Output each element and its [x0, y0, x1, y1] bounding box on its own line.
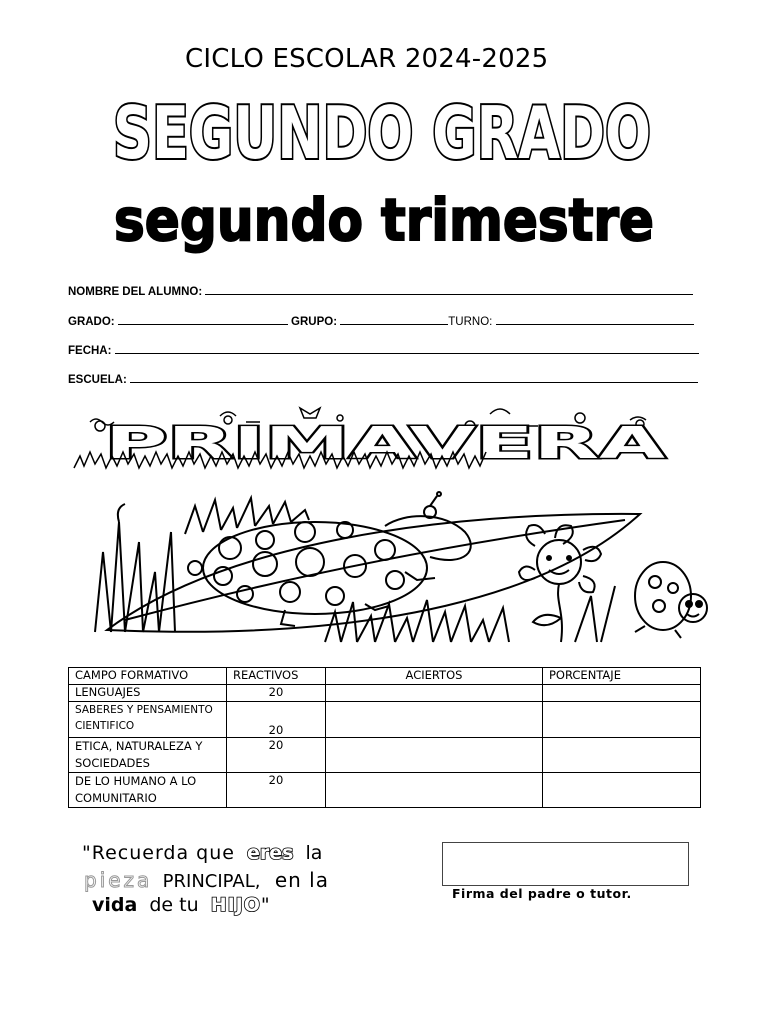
- campo-cell: [69, 738, 227, 773]
- svg-text:SEGUNDO GRADO: SEGUNDO GRADO: [113, 91, 651, 175]
- date-label: FECHA:: [68, 345, 112, 357]
- svg-text:PRIMAVERA: PRIMAVERA: [105, 418, 665, 469]
- campo-line: DE LO HUMANO A LO: [75, 774, 197, 788]
- quote-line-1: "Recuerda que eres la: [82, 842, 323, 864]
- campo-line: CIENTIFICO: [75, 720, 135, 732]
- aciertos-cell[interactable]: [326, 738, 543, 773]
- school-label: ESCUELA:: [68, 374, 127, 386]
- grass-left: [95, 504, 175, 632]
- porcentaje-cell[interactable]: [543, 685, 701, 702]
- shift-line[interactable]: [496, 314, 694, 325]
- ladybug-legs: [281, 572, 435, 626]
- parent-quote: [70, 835, 440, 920]
- spring-banner: [70, 400, 700, 474]
- student-name-field: [68, 284, 693, 298]
- trimester-title: [112, 188, 672, 260]
- signature-label: Firma del padre o tutor.: [452, 886, 632, 901]
- grade-group-shift-field: [68, 314, 694, 328]
- student-name-label: NOMBRE DEL ALUMNO:: [68, 286, 203, 298]
- date-field: [68, 343, 699, 357]
- header-reactivos: REACTIVOS: [227, 668, 326, 685]
- campo-cell: [69, 773, 227, 808]
- group-label: GRUPO:: [291, 316, 338, 328]
- grade-title: [110, 92, 670, 174]
- table-row: [69, 702, 701, 738]
- campo-line: SOCIEDADES: [75, 756, 150, 770]
- header-aciertos: ACIERTOS: [326, 668, 543, 685]
- aciertos-cell[interactable]: [326, 685, 543, 702]
- header-campo-formativo: CAMPO FORMATIVO: [69, 668, 227, 685]
- school-line[interactable]: [130, 372, 698, 383]
- campo-cell: [69, 702, 227, 738]
- reactivos-cell: 20: [227, 702, 326, 738]
- scores-table: [68, 667, 701, 808]
- campo-cell: LENGUAJES: [69, 685, 227, 702]
- table-row: [69, 738, 701, 773]
- aciertos-cell[interactable]: [326, 702, 543, 738]
- reactivos-cell: 20: [227, 773, 326, 808]
- reactivos-cell: 20: [227, 738, 326, 773]
- porcentaje-cell[interactable]: [543, 702, 701, 738]
- grass-bottom: [325, 600, 509, 642]
- campo-line: COMUNITARIO: [75, 791, 157, 805]
- quote-line-3: vida de tu HIJO": [92, 894, 270, 916]
- student-name-line[interactable]: [205, 284, 693, 295]
- quote-line-2: pieza PRINCIPAL, en la: [84, 868, 329, 892]
- school-field: [68, 372, 698, 386]
- aciertos-cell[interactable]: [326, 773, 543, 808]
- grass-top: [185, 498, 309, 534]
- porcentaje-cell[interactable]: [543, 738, 701, 773]
- grade-line[interactable]: [118, 314, 288, 325]
- date-line[interactable]: [115, 343, 699, 354]
- grade-label: GRADO:: [68, 316, 115, 328]
- school-cycle-title: CICLO ESCOLAR 2024-2025: [185, 44, 549, 74]
- small-ladybug: [635, 562, 707, 638]
- campo-line: ETICA, NATURALEZA Y: [75, 739, 203, 753]
- campo-line: SABERES Y PENSAMIENTO: [75, 704, 213, 716]
- table-row: [69, 773, 701, 808]
- flower: [519, 525, 615, 642]
- svg-text:segundo trimestre: segundo trimestre: [114, 186, 654, 254]
- table-row: [69, 685, 701, 702]
- header-porcentaje: PORCENTAJE: [543, 668, 701, 685]
- signature-box[interactable]: [442, 842, 689, 886]
- ladybug-body: [203, 492, 471, 614]
- reactivos-cell: 20: [227, 685, 326, 702]
- table-header-row: [69, 668, 701, 685]
- ladybug-illustration: [85, 492, 725, 652]
- group-line[interactable]: [340, 314, 448, 325]
- shift-label: TURNO:: [448, 316, 493, 328]
- porcentaje-cell[interactable]: [543, 773, 701, 808]
